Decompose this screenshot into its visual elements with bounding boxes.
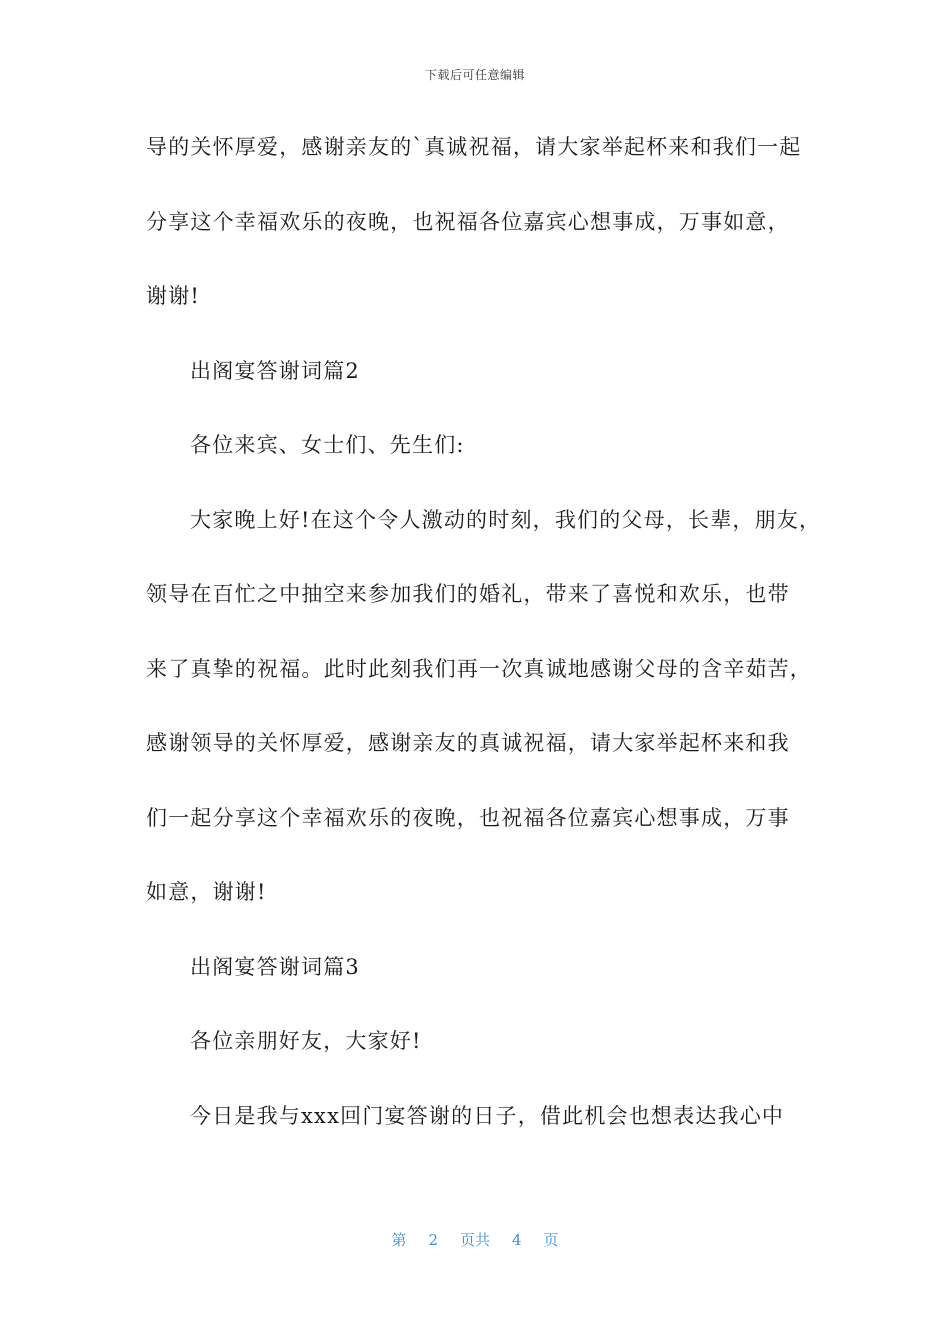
- paragraph-line: 今日是我与xxx回门宴答谢的日子，借此机会也想表达我心中: [190, 1103, 785, 1128]
- section-heading: 出阁宴答谢词篇3: [190, 954, 360, 979]
- paragraph-line: 谢谢!: [146, 284, 201, 308]
- paragraph-line: 如意，谢谢!: [146, 880, 267, 904]
- footer-total-pages: 4: [512, 1231, 522, 1249]
- footer-prefix: 第: [391, 1231, 407, 1249]
- paragraph-line: 领导在百忙之中抽空来参加我们的婚礼，带来了喜悦和欢乐，也带: [146, 582, 790, 606]
- body-text: [146, 128, 826, 1171]
- header-note: 下载后可任意编辑: [424, 68, 525, 82]
- paragraph-line: 导的关怀厚爱，感谢亲友的`真诚祝福，请大家举起杯来和我们一起: [146, 135, 802, 159]
- paragraph-line: 们一起分享这个幸福欢乐的夜晚，也祝福各位嘉宾心想事成，万事: [146, 805, 790, 830]
- paragraph-line: 大家晚上好!在这个令人激动的时刻，我们的父母，长辈，朋友，: [190, 507, 822, 532]
- paragraph-line: 来了真挚的祝福。此时此刻我们再一次真诚地感谢父母的含辛茹苦，: [146, 656, 812, 681]
- footer-middle: 页共: [459, 1231, 490, 1249]
- paragraph-line: 感谢领导的关怀厚爱，感谢亲友的真诚祝福，请大家举起杯来和我: [146, 731, 790, 755]
- salutation: 各位亲朋好友，大家好!: [190, 1029, 422, 1053]
- footer-suffix: 页: [543, 1231, 559, 1249]
- footer-current-page: 2: [428, 1231, 438, 1249]
- section-heading: 出阁宴答谢词篇2: [190, 358, 360, 383]
- salutation: 各位来宾、女士们、先生们:: [190, 433, 465, 457]
- paragraph-line: 分享这个幸福欢乐的夜晚，也祝福各位嘉宾心想事成，万事如意，: [146, 209, 790, 234]
- page-footer: [0, 1229, 950, 1250]
